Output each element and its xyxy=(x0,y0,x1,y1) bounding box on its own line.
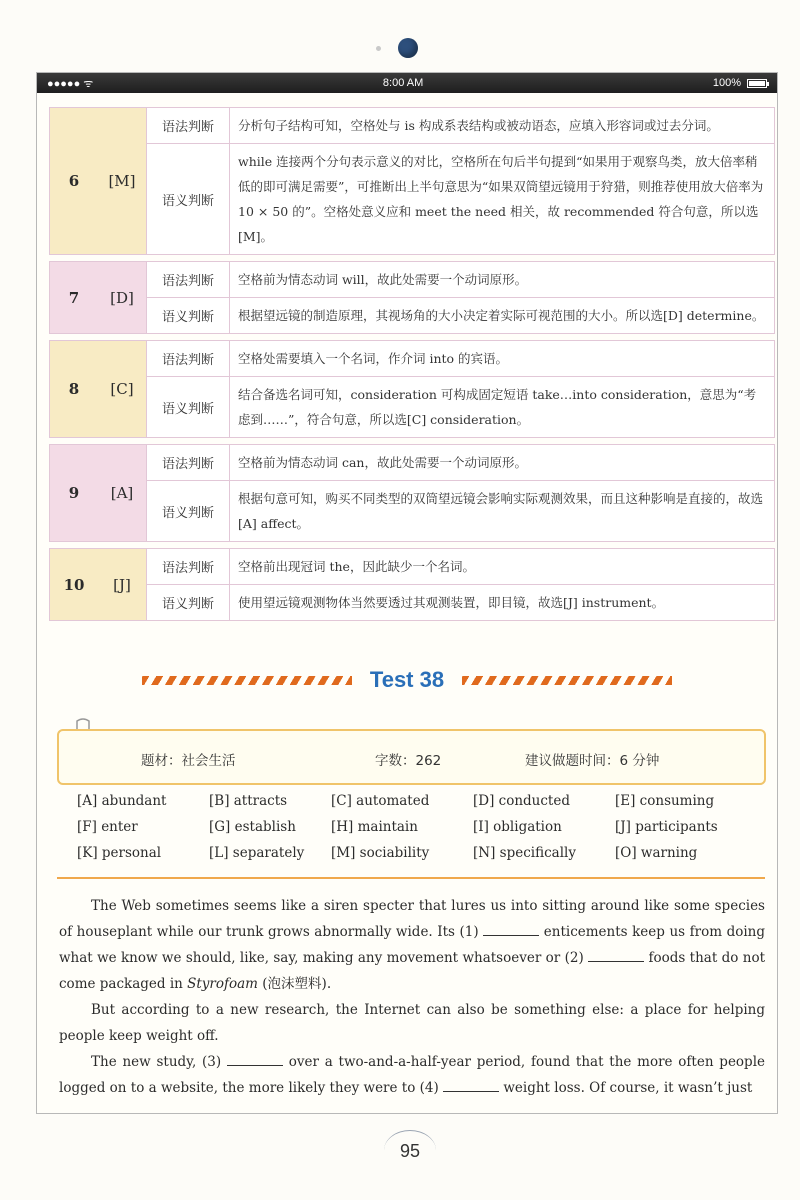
analysis-label: 语义判断 xyxy=(147,377,230,437)
option-e[interactable]: [E] consuming xyxy=(615,793,715,809)
status-bar xyxy=(37,73,777,93)
option-o[interactable]: [O] warning xyxy=(615,845,698,861)
analysis-text: 结合备选名词可知，consideration 可构成固定短语 take…into consideration，意思为“考虑到……”，符合句意，所以选[C] consideration。 xyxy=(238,387,757,427)
question-number: 10 xyxy=(50,549,98,620)
passage-paragraph-1: The Web sometimes seems like a siren specter that lures us into sitting around like some species of houseplant while our trunk grows abnormally wide. Its (1) enticements keep us from doing what we know we should, like, say, making any movement whatsoever or (2) foods that do not come packaged in Styrofoam (泡沫塑料). xyxy=(59,898,766,992)
camera-indicator xyxy=(376,46,381,51)
answer-letter: [A] xyxy=(98,445,146,541)
analysis-row xyxy=(147,445,774,481)
analysis-row xyxy=(147,549,774,585)
answer-group-9 xyxy=(49,444,775,542)
option-d[interactable]: [D] conducted xyxy=(473,793,570,809)
option-l[interactable]: [L] separately xyxy=(209,845,305,861)
answer-letter: [M] xyxy=(98,108,146,254)
divider xyxy=(57,877,765,879)
tablet-screen xyxy=(36,72,778,1114)
word-bank xyxy=(77,791,767,863)
answer-letter: [C] xyxy=(98,341,146,437)
status-time: 8:00 AM xyxy=(382,77,424,89)
analysis-label: 语义判断 xyxy=(147,585,230,620)
analysis-row xyxy=(147,341,774,377)
info-box xyxy=(57,729,766,785)
analysis-row xyxy=(147,377,774,437)
option-h[interactable]: [H] maintain xyxy=(331,819,418,835)
question-number: 9 xyxy=(50,445,98,541)
option-i[interactable]: [I] obligation xyxy=(473,819,562,835)
page-number: 95 xyxy=(384,1130,436,1171)
signal-icon: ●●●●● ᯤ xyxy=(47,77,94,90)
analysis-label: 语法判断 xyxy=(147,549,230,584)
answer-group-10 xyxy=(49,548,775,621)
passage xyxy=(59,893,765,1101)
analysis-row xyxy=(147,144,774,254)
analysis-row xyxy=(147,108,774,144)
analysis-text: 根据句意可知，购买不同类型的双筒望远镜会影响实际观测效果，而且这种影响是直接的，故选[A] affect。 xyxy=(238,491,764,531)
info-word-count: 字数：262 xyxy=(375,753,442,769)
analysis-label: 语法判断 xyxy=(147,445,230,480)
analysis-label: 语法判断 xyxy=(147,262,230,297)
analysis-row xyxy=(147,481,774,541)
option-f[interactable]: [F] enter xyxy=(77,819,138,835)
passage-paragraph-3: The new study, (3) over a two-and-a-half-year period, found that the more often people logged on to a website, the more likely they were to (4) weight loss. Of course, it wasn’t just xyxy=(59,1049,765,1101)
answer-letter: [J] xyxy=(98,549,146,620)
decorative-stripe-right xyxy=(462,676,672,685)
analysis-text: while 连接两个分句表示意义的对比，空格所在句后半句提到“如果用于观察鸟类，放大倍率稍低的即可满足需要”，可推断出上半句意思为“如果双筒望远镜用于狩猎，则推荐使用放大倍率为 10 × 50 的”。空格处意义应和 meet the need 相关，故 recommended 符合句意，所以选[M]。 xyxy=(238,154,764,244)
passage-paragraph-2: But according to a new research, the Internet can also be something else: a place for helping people keep weight off. xyxy=(59,1002,765,1044)
question-number: 7 xyxy=(50,262,98,333)
blank-4[interactable] xyxy=(443,1077,499,1092)
analysis-text: 空格前出现冠词 the，因此缺少一个名词。 xyxy=(238,559,475,574)
analysis-text: 空格前为情态动词 will，故此处需要一个动词原形。 xyxy=(238,272,528,287)
blank-1[interactable] xyxy=(483,921,539,936)
blank-2[interactable] xyxy=(588,947,644,962)
option-c[interactable]: [C] automated xyxy=(331,793,430,809)
battery-level: 100% xyxy=(712,77,741,89)
question-number: 8 xyxy=(50,341,98,437)
answer-table xyxy=(49,107,775,627)
info-suggested-time: 建议做题时间：6 分钟 xyxy=(525,753,660,769)
test-header xyxy=(127,663,687,697)
analysis-row xyxy=(147,262,774,298)
option-b[interactable]: [B] attracts xyxy=(209,793,288,809)
blank-3[interactable] xyxy=(227,1051,283,1066)
camera-icon xyxy=(398,38,418,58)
analysis-text: 分析句子结构可知，空格处与 is 构成系表结构或被动语态，应填入形容词或过去分词。 xyxy=(238,118,719,133)
answer-letter: [D] xyxy=(98,262,146,333)
option-k[interactable]: [K] personal xyxy=(77,845,162,861)
analysis-label: 语法判断 xyxy=(147,341,230,376)
answer-group-6 xyxy=(49,107,775,255)
analysis-label: 语法判断 xyxy=(147,108,230,143)
analysis-text: 空格前为情态动词 can，故此处需要一个动词原形。 xyxy=(238,455,527,470)
analysis-label: 语义判断 xyxy=(147,144,230,254)
option-g[interactable]: [G] establish xyxy=(209,819,296,835)
analysis-label: 语义判断 xyxy=(147,298,230,333)
analysis-row xyxy=(147,298,774,333)
test-title: Test 38 xyxy=(369,667,445,692)
answer-group-8 xyxy=(49,340,775,438)
analysis-text: 根据望远镜的制造原理，其视场角的大小决定着实际可视范围的大小。所以选[D] determine。 xyxy=(238,308,765,323)
question-number: 6 xyxy=(50,108,98,254)
option-n[interactable]: [N] specifically xyxy=(473,845,576,861)
option-j[interactable]: [J] participants xyxy=(615,819,718,835)
info-topic: 题材：社会生活 xyxy=(141,753,236,769)
analysis-text: 使用望远镜观测物体当然要透过其观测装置，即目镜，故选[J] instrument。 xyxy=(238,595,665,610)
decorative-stripe-left xyxy=(142,676,352,685)
analysis-label: 语义判断 xyxy=(147,481,230,541)
answer-group-7 xyxy=(49,261,775,334)
analysis-text: 空格处需要填入一个名词，作介词 into 的宾语。 xyxy=(238,351,509,366)
battery-icon xyxy=(747,79,767,88)
option-m[interactable]: [M] sociability xyxy=(331,845,430,861)
option-a[interactable]: [A] abundant xyxy=(77,793,167,809)
analysis-row xyxy=(147,585,774,620)
